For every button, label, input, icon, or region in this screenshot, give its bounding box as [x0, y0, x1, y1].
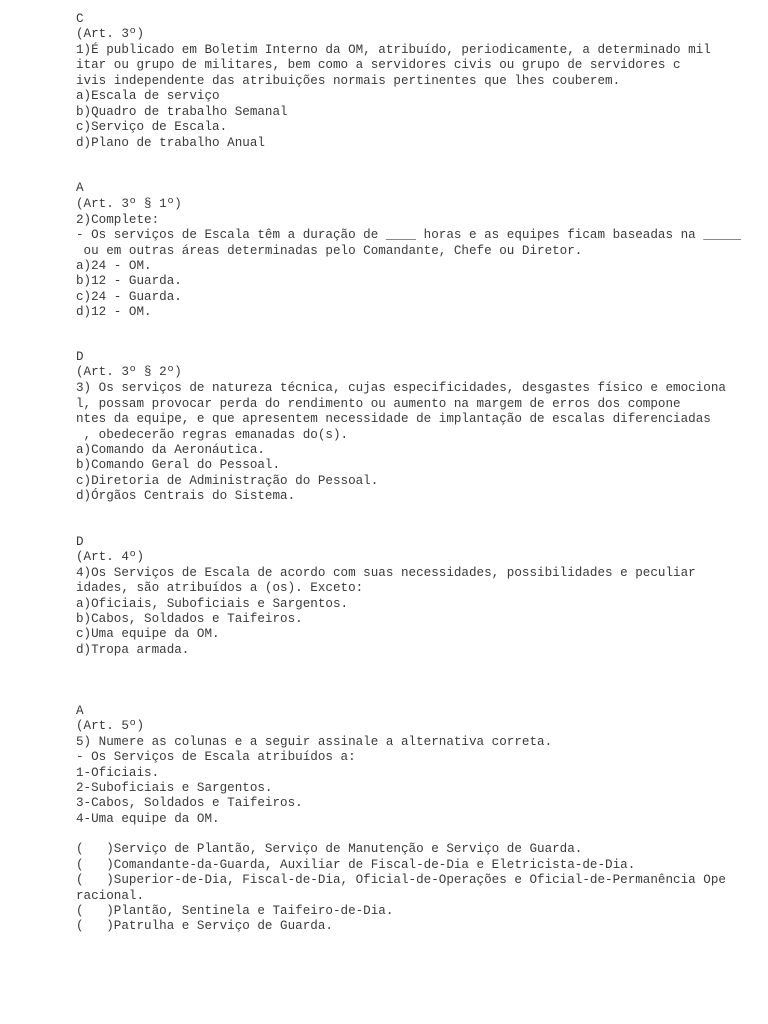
column-item-2: 2-Suboficiais e Sargentos.	[76, 781, 273, 795]
column-item-3: 3-Cabos, Soldados e Taifeiros.	[76, 796, 303, 810]
option-c: c)24 - Guarda.	[76, 290, 182, 304]
option-b: b)Comando Geral do Pessoal.	[76, 458, 281, 472]
option-d: d)Plano de trabalho Anual	[76, 136, 265, 150]
match-item: ( )Plantão, Sentinela e Taifeiro-de-Dia.	[76, 904, 394, 918]
option-a: a)Oficiais, Suboficiais e Sargentos.	[76, 597, 349, 611]
match-item: ( )Comandante-da-Guarda, Auxiliar de Fiscal-de-Dia e Eletricista-de-Dia.	[76, 858, 636, 872]
answer-key-q5: A	[76, 704, 84, 718]
option-d: d)Órgãos Centrais do Sistema.	[76, 489, 296, 503]
option-b: b)12 - Guarda.	[76, 274, 182, 288]
option-c: c)Diretoria de Administração do Pessoal.	[76, 474, 379, 488]
question-text-line: 5) Numere as colunas e a seguir assinale a alternativa correta.	[76, 735, 553, 749]
question-text-line: l, possam provocar perda do rendimento ou aumento na margem de erros dos compone	[76, 397, 681, 411]
option-d: d)Tropa armada.	[76, 643, 190, 657]
option-b: b)Cabos, Soldados e Taifeiros.	[76, 612, 303, 626]
question-text-line: , obedecerão regras emanadas do(s).	[76, 428, 349, 442]
option-c: c)Uma equipe da OM.	[76, 627, 220, 641]
article-ref-q1: (Art. 3º)	[76, 27, 145, 41]
article-ref-q4: (Art. 4º)	[76, 550, 145, 564]
option-b: b)Quadro de trabalho Semanal	[76, 105, 288, 119]
option-a: a)Comando da Aeronáutica.	[76, 443, 265, 457]
answer-key-q4: D	[76, 535, 84, 549]
question-text-line: 4)Os Serviços de Escala de acordo com suas necessidades, possibilidades e peculiar	[76, 566, 696, 580]
match-item-cont: racional.	[76, 889, 145, 903]
answer-key-q2: A	[76, 181, 84, 195]
match-item: ( )Patrulha e Serviço de Guarda.	[76, 919, 333, 933]
match-item: ( )Superior-de-Dia, Fiscal-de-Dia, Oficial-de-Operações e Oficial-de-Permanência Ope	[76, 873, 726, 887]
question-text-line: 1)É publicado em Boletim Interno da OM, atribuído, periodicamente, a determinado mil	[76, 43, 711, 57]
article-ref-q5: (Art. 5º)	[76, 719, 145, 733]
question-text-line: 3) Os serviços de natureza técnica, cujas especificidades, desgastes físico e emociona	[76, 381, 726, 395]
question-text-line: itar ou grupo de militares, bem como a servidores civis ou grupo de servidores c	[76, 58, 681, 72]
question-text-line: ntes da equipe, e que apresentem necessidade de implantação de escalas diferenciadas	[76, 412, 711, 426]
option-d: d)12 - OM.	[76, 305, 152, 319]
question-text-line: 2)Complete:	[76, 213, 160, 227]
option-c: c)Serviço de Escala.	[76, 120, 228, 134]
question-text-line: - Os Serviços de Escala atribuídos a:	[76, 750, 356, 764]
answer-key-q3: D	[76, 350, 84, 364]
option-a: a)24 - OM.	[76, 259, 152, 273]
match-item: ( )Serviço de Plantão, Serviço de Manutenção e Serviço de Guarda.	[76, 842, 583, 856]
column-item-1: 1-Oficiais.	[76, 766, 160, 780]
article-ref-q3: (Art. 3º § 2º)	[76, 365, 182, 379]
option-a: a)Escala de serviço	[76, 89, 220, 103]
question-text-line: idades, são atribuídos a (os). Exceto:	[76, 581, 364, 595]
column-item-4: 4-Uma equipe da OM.	[76, 812, 220, 826]
answer-key-q1: C	[76, 12, 84, 26]
question-text-line: - Os serviços de Escala têm a duração de ____ horas e as equipes ficam baseadas na _____	[76, 228, 742, 242]
question-text-line: ou em outras áreas determinadas pelo Comandante, Chefe ou Diretor.	[76, 244, 583, 258]
question-text-line: ivis independente das atribuições normais pertinentes que lhes couberem.	[76, 74, 621, 88]
article-ref-q2: (Art. 3º § 1º)	[76, 197, 182, 211]
